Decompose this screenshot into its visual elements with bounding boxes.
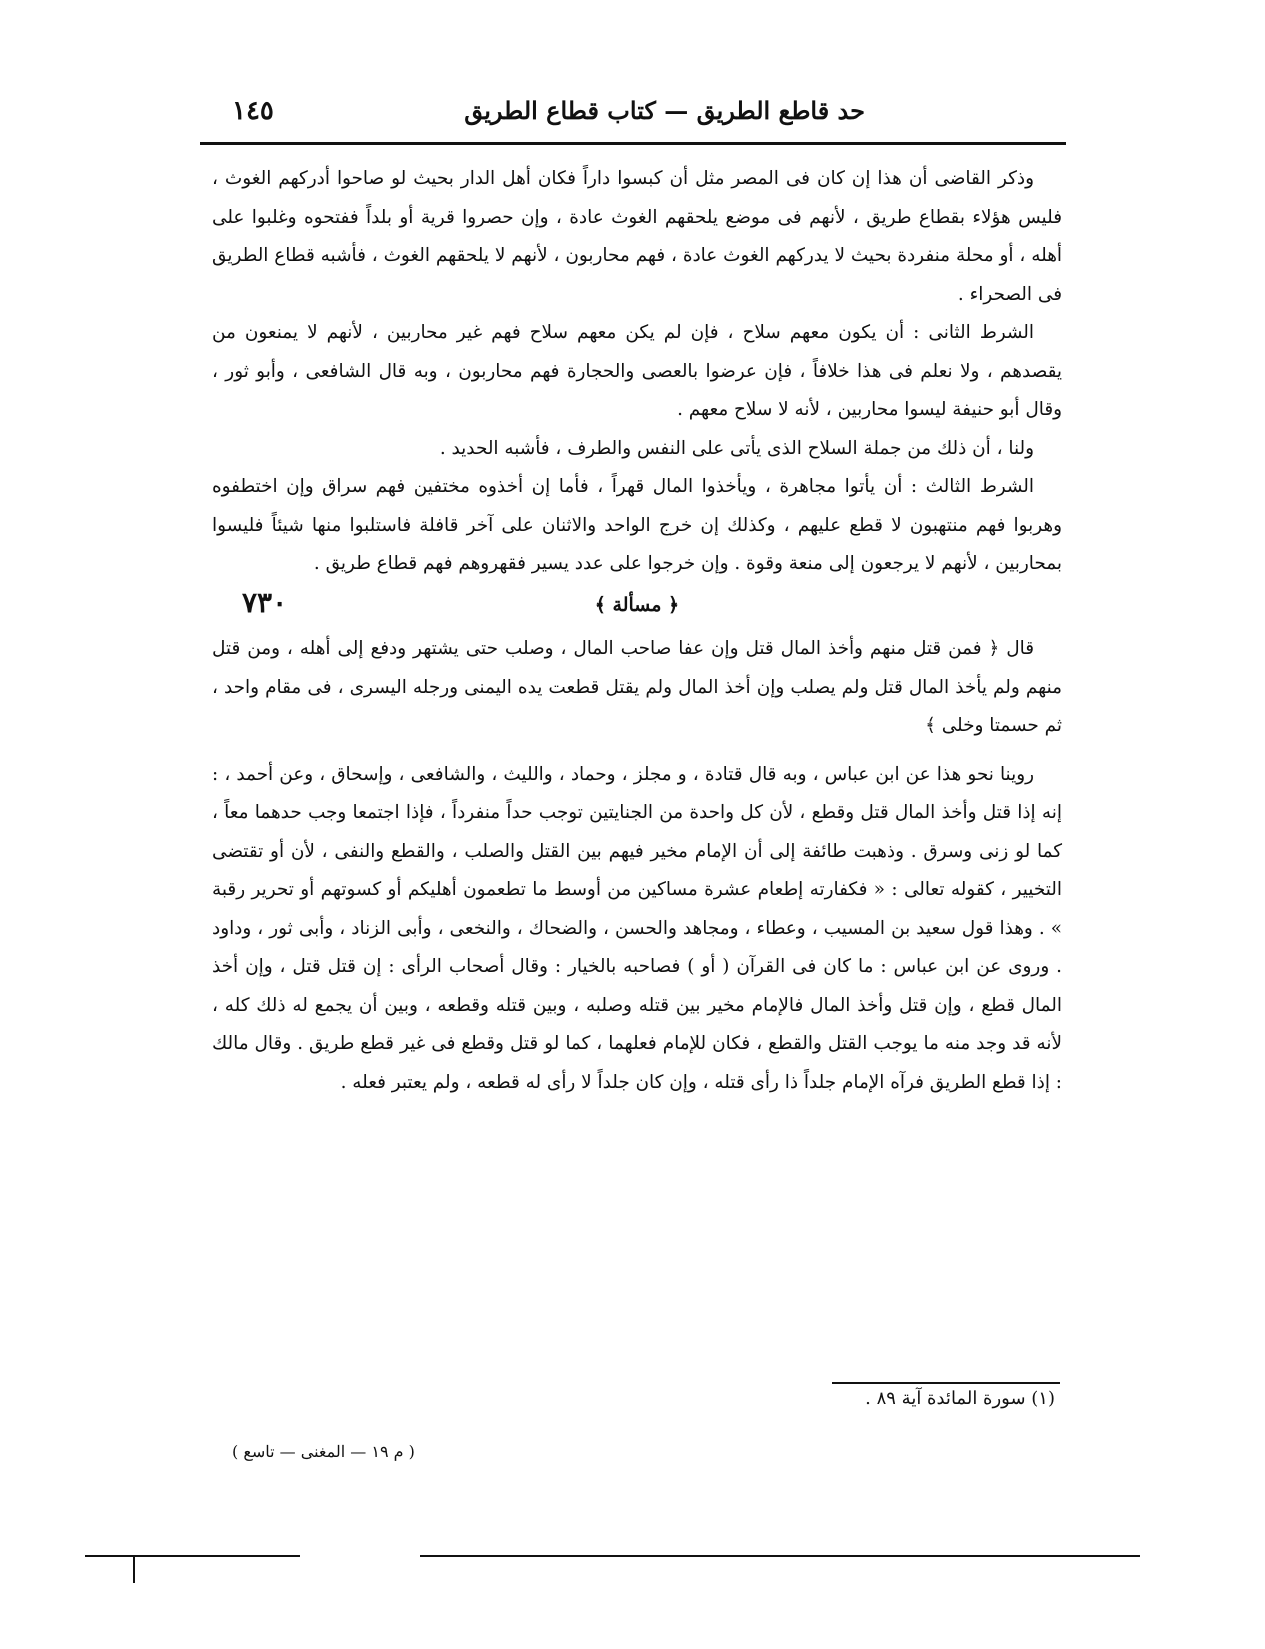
paragraph: روينا نحو هذا عن ابن عباس ، وبه قال قتادة ، و مجلز ، وحماد ، والليث ، والشافعى ، وإسحاق ، وعن أحمد ، : إنه إذا قتل وأخذ المال قتل وقطع ، لأن كل واحدة من الجنايتين توجب حداً منفرداً ، فإذا اجتمعا وجب حدهما معاً ، كما لو زنى وسرق . وذهبت طائفة إلى أن الإمام مخير فيهم بين القتل والصلب ، والقطع والنفى ، لأن أو تقتضى التخيير ، كقوله تعالى : « فكفارته إطعام عشرة مساكين من أوسط ما تطعمون أهليكم أو كسوتهم أو تحرير رقبة » . وهذا قول سعيد بن المسيب ، وعطاء ، ومجاهد والحسن ، والضحاك ، والنخعى ، وأبى الزناد ، وأبى ثور ، وداود . وروى عن ابن عباس : ما كان فى القرآن ( أو ) فصاحبه بالخيار : وقال أصحاب الرأى : إن قتل قتل ، وإن أخذ المال قطع ، وإن قتل وأخذ المال فالإمام مخير بين قتله وصلبه ، وبين قتله وقطعه ، وبين أن يجمع له ذلك كله ، لأنه قد وجد منه ما يوجب القتل والقطع ، فكان للإمام فعلهما ، كما لو قتل وقطع فى غير قطع طريق . وقال مالك : إذا قطع الطريق فرآه الإمام جلداً ذا رأى قتله ، وإن كان جلداً لا رأى له قطعه ، ولم يعتبر فعله . [212, 763, 1062, 1093]
bottom-tick [133, 1555, 135, 1583]
signature-mark: ( م ١٩ — المغنى — تاسع ) [232, 1442, 415, 1461]
body-text [212, 160, 1062, 1102]
masala-title: ﴿ مسألة ﴾ [594, 593, 680, 616]
footnote: (١) سورة المائدة آية ٨٩ . [865, 1388, 1055, 1409]
paragraph: الشرط الثانى : أن يكون معهم سلاح ، فإن لم يكن معهم سلاح فهم غير محاربين ، لأنهم لا يمنعون من يقصدهم ، ولا نعلم فى هذا خلافاً ، فإن عرضوا بالعصى والحجارة فهم محاربون ، وبه قال الشافعى ، وأبو ثور ، وقال أبو حنيفة ليسوا محاربين ، لأنه لا سلاح معهم . [212, 322, 1062, 420]
footnote-rule [832, 1382, 1060, 1384]
paragraph: وذكر القاضى أن هذا إن كان فى المصر مثل أن كبسوا داراً فكان أهل الدار بحيث لو صاحوا أدركهم الغوث ، فليس هؤلاء بقطاع طريق ، لأنهم فى موضع يلحقهم الغوث عادة ، وإن حصروا قرية أو بلداً ففتحوه وغلبوا على أهله ، أو محلة منفردة بحيث لا يدركهم الغوث عادة ، فهم محاربون ، لأنهم لا يلحقهم الغوث ، فأشبه قطاع الطريق فى الصحراء . [212, 168, 1062, 305]
paragraph: الشرط الثالث : أن يأتوا مجاهرة ، ويأخذوا المال قهراً ، فأما إن أخذوه مختفين فهم سراق وإن اختطفوه وهربوا فهم منتهبون لا قطع عليهم ، وكذلك إن خرج الواحد والاثنان على آخر قافلة فاستلبوا منها شيئاً فليسوا بمحاربين ، لأنهم لا يرجعون إلى منعة وقوة . وإن خرجوا على عدد يسير فقهروهم فهم قطاع طريق . [212, 476, 1062, 574]
bottom-rule-right [420, 1555, 1140, 1557]
masala-heading [212, 586, 1062, 625]
bottom-rule-left [85, 1555, 300, 1557]
header-rule [200, 142, 1066, 145]
masala-number: ٧٣٠ [242, 585, 288, 619]
running-header: حد قاطع الطريق — كتاب قطاع الطريق [464, 96, 865, 125]
page-number: ١٤٥ [232, 96, 274, 126]
paragraph: قال ﴿ فمن قتل منهم وأخذ المال قتل وإن عفا صاحب المال ، وصلب حتى يشتهر ودفع إلى أهله ، ومن قتل منهم ولم يأخذ المال قتل ولم يصلب وإن أخذ المال ولم يقتل قطعت يده اليمنى ورجله اليسرى ، فى مقام واحد ، ثم حسمتا وخلى ﴾ [212, 638, 1062, 736]
paragraph: ولنا ، أن ذلك من جملة السلاح الذى يأتى على النفس والطرف ، فأشبه الحديد . [439, 437, 1034, 459]
